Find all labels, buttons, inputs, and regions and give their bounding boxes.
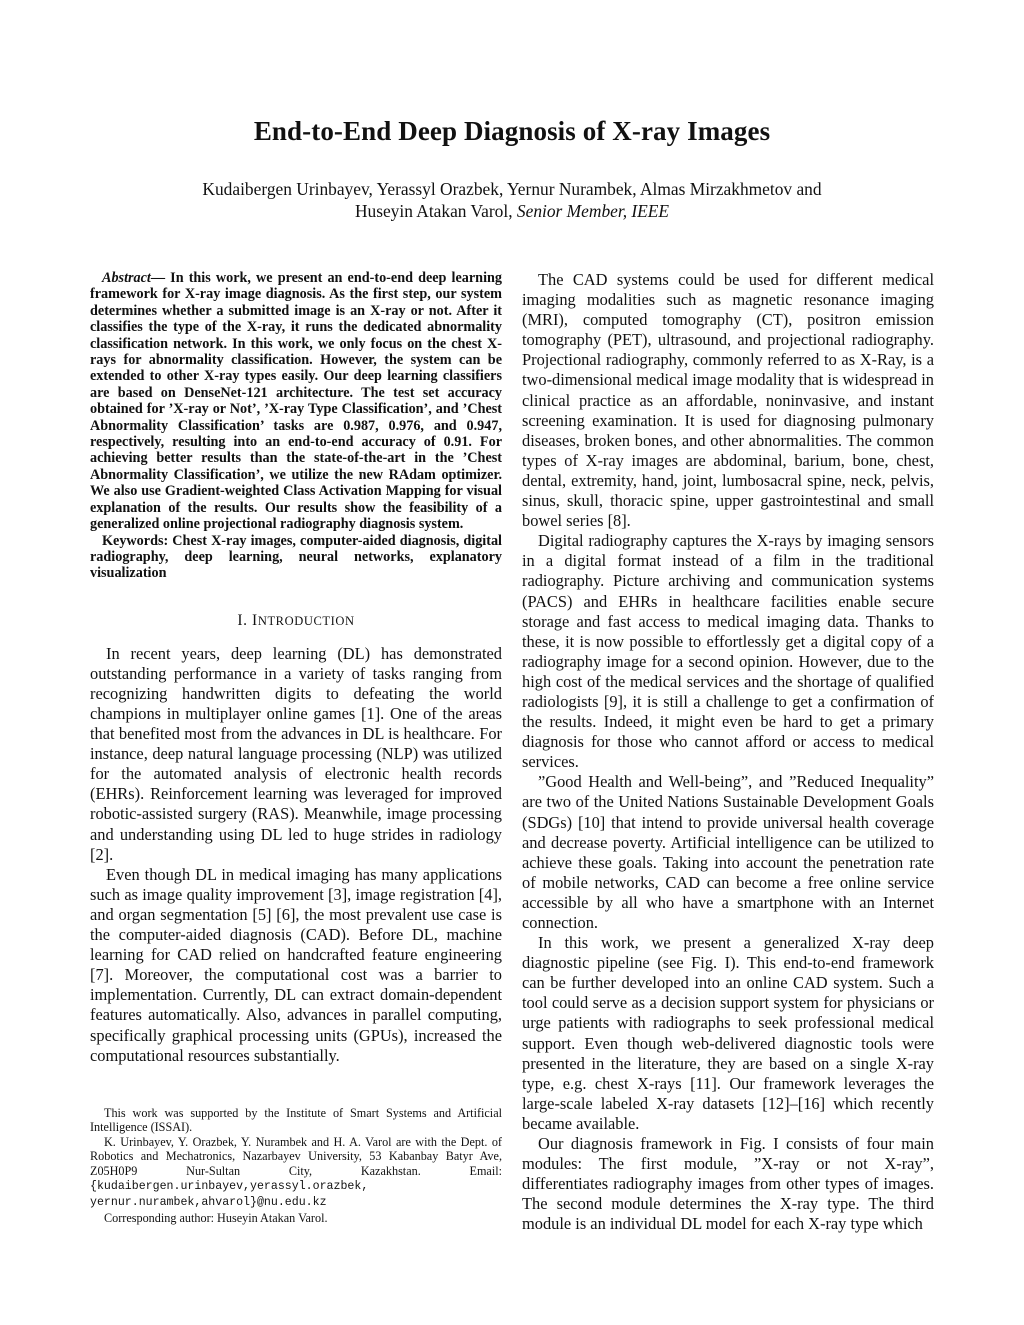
- abstract-dash: —: [150, 270, 166, 286]
- footnote-affiliation-text: K. Urinbayev, Y. Orazbek, Y. Nurambek and H. A. Varol are with the Dept. of Robotics and Mechatronics, Nazarbayev University, 53 Kabanbay Batyr Ave, Z05H0P9 Nur-Sultan City, Kazakhstan. Email:: [90, 1134, 502, 1178]
- footnote: [90, 1106, 502, 1225]
- paragraph: ”Good Health and Well-being”, and ”Reduced Inequality” are two of the United Nations Sustainable Development Goals (SDGs) [10] that intend to provide universal health coverage and decrease poverty. Artificial intelligence can be utilized to achieve these goals. Taking into account the penetration rate of mobile networks, CAD can become a free online service accessible by all who have a smartphone with an Internet connection.: [522, 772, 934, 932]
- paper-title: End-to-End Deep Diagnosis of X-ray Images: [253, 116, 771, 146]
- abstract-label: Abstract: [102, 270, 151, 286]
- abstract: [90, 270, 502, 533]
- section-initial: I: [252, 611, 258, 629]
- authors-line-2: [120, 200, 904, 222]
- author-membership: Senior Member, IEEE: [516, 201, 670, 221]
- footnote-emails-2: yernur.nurambek,ahvarol}@nu.edu.kz: [90, 1196, 327, 1210]
- footnote-support: This work was supported by the Institute of Smart Systems and Artificial Intelligence (ISSAI).: [90, 1106, 502, 1135]
- author-last: Huseyin Atakan Varol,: [354, 201, 513, 221]
- footnote-emails-1: {kudaibergen.urinbayev,yerassyl.orazbek,: [90, 1180, 369, 1194]
- author-list: [120, 178, 904, 222]
- footnote-affiliation: [90, 1135, 502, 1211]
- right-column: [522, 270, 934, 1235]
- paragraph: Digital radiography captures the X-rays by imaging sensors in a digital format instead of a film in the traditional radiography. Picture archiving and communication systems (PACS) and EHRs in healthcare facilities enable secure storage and fast access to medical imaging data. Thanks to these, it is now possible to effortlessly get a digital copy of a radiography image for a second opinion. However, due to the high cost of the medical services and the shortage of qualified radiologists [9], it is still a challenge to get a confirmation of the results. Indeed, it might even be hard to get a primary diagnosis for those who cannot afford or access to medical services.: [522, 531, 934, 772]
- paragraph: Even though DL in medical imaging has many applications such as image quality improvement [3], image registration [4], and organ segmentation [5] [6], the most prevalent use case is the computer-aided diagnosis (CAD). Before DL, machine learning for CAD relied on handcrafted feature engineering [7]. Moreover, the computational cost was a barrier to implementation. Currently, DL can extract domain-dependent features automatically. Also, advances in parallel computing, specifically graphical processing units (GPUs), increased the computational resources substantially.: [90, 864, 502, 1065]
- paragraph: In recent years, deep learning (DL) has demonstrated outstanding performance in a variety of tasks ranging from recognizing handwritten digits to defeating the world champions in multiplayer online games [1]. One of the areas that benefited most from the advances in DL is healthcare. For instance, deep natural language processing (NLP) was utilized for the automated analysis of electronic health records (EHRs). Reinforcement learning was leveraged for improved robotic-assisted surgery (RAS). Meanwhile, image processing and understanding using DL led to huge strides in radiology [2].: [90, 643, 502, 864]
- paragraph: Our diagnosis framework in Fig. I consists of four main modules: The first module, ”X-ray or not X-ray”, differentiates radiography images from other types of images. The second module determines the X-ray type. The third module is an individual DL model for each X-ray type which: [522, 1134, 934, 1234]
- footnote-corresponding: Corresponding author: Huseyin Atakan Varol.: [104, 1210, 328, 1225]
- authors-line-1: Kudaibergen Urinbayev, Yerassyl Orazbek, Yernur Nurambek, Almas Mirzakhmetov and: [202, 179, 822, 199]
- paragraph: In this work, we present a generalized X-ray deep diagnostic pipeline (see Fig. I). This end-to-end framework can be further developed into an online CAD system. Such a tool could serve as a decision support system for physicians or urge patients with radiographs to seek professional medical support. Even though web-delivered diagnostic tools were presented in the literature, they are based on a single X-ray type, e.g. chest X-rays [11]. Our framework leverages the large-scale labeled X-ray datasets [12]–[16] which recently became available.: [522, 933, 934, 1133]
- section-title-rest: NTRODUCTION: [257, 613, 355, 628]
- section-numeral: I.: [237, 611, 248, 629]
- paragraph: The CAD systems could be used for different medical imaging modalities such as magnetic resonance imaging (MRI), computed tomography (CT), positron emission tomography (PET), ultrasound, and projectional radiography. Projectional radiography, commonly referred to as X-Ray, is a two-dimensional medical image modality that is widespread in clinical practice as an affordable, noninvasive, and instant screening examination. It is used for diagnosing pulmonary diseases, broken bones, and other abnormalities. The common types of X-ray images are abdominal, barium, bone, chest, dental, extremity, hand, joint, lumbosacral spine, neck, pelvis, sinus, skull, thoracic spine, upper gastrointestinal and small bowel series [8].: [522, 270, 934, 531]
- keywords: Keywords: Chest X-ray images, computer-aided diagnosis, digital radiography, deep learning, neural networks, explanatory visualization: [90, 532, 502, 582]
- left-column: [90, 270, 502, 1066]
- section-heading-introduction: [90, 612, 502, 630]
- abstract-text: In this work, we present an end-to-end deep learning framework for X-ray image diagnosis. As the first step, our system determines whether a submitted image is an X-ray or not. After it classifies the type of the X-ray, it runs the dedicated abnormality classification network. In this work, we only focus on the chest X-rays for abnormality classification. However, the system can be extended to other X-ray types easily. Our deep learning classifiers are based on DenseNet-121 architecture. The test set accuracy obtained for ’X-ray or Not’, ’X-ray Type Classification’, and ’Chest Abnormality Classification’ tasks are 0.987, 0.976, and 0.947, respectively, resulting into an end-to-end accuracy of 0.91. For achieving better results than the state-of-the-art in the ’Chest Abnormality Classification’, we utilize the new RAdam optimizer. We also use Gradient-weighted Class Activation Mapping for visual explanation of the results. Our results show the feasibility of a generalized online projectional radiography diagnosis system.: [90, 270, 503, 533]
